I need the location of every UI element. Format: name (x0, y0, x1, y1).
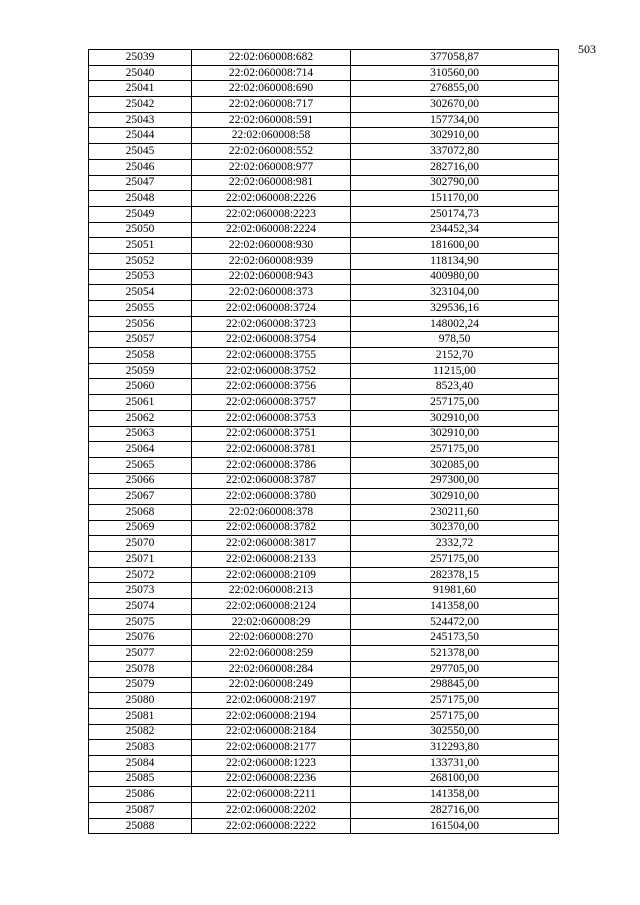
row-number-cell: 25043 (89, 112, 192, 128)
value-cell: 257175,00 (351, 442, 559, 458)
value-cell: 978,50 (351, 332, 559, 348)
row-number-cell: 25088 (89, 818, 192, 834)
table-row (89, 599, 559, 615)
cadastral-number-cell: 22:02:060008:930 (192, 238, 351, 254)
row-number-cell: 25050 (89, 222, 192, 238)
cadastral-number-cell: 22:02:060008:981 (192, 175, 351, 191)
table-row (89, 348, 559, 364)
row-number-cell: 25041 (89, 81, 192, 97)
value-cell: 310560,00 (351, 65, 559, 81)
row-number-cell: 25076 (89, 630, 192, 646)
value-cell: 141358,00 (351, 599, 559, 615)
table-row (89, 97, 559, 113)
value-cell: 118134,90 (351, 253, 559, 269)
value-cell: 2332,72 (351, 536, 559, 552)
value-cell: 245173,50 (351, 630, 559, 646)
value-cell: 234452,34 (351, 222, 559, 238)
table-row (89, 238, 559, 254)
cadastral-number-cell: 22:02:060008:2194 (192, 708, 351, 724)
cadastral-number-cell: 22:02:060008:591 (192, 112, 351, 128)
cadastral-number-cell: 22:02:060008:3754 (192, 332, 351, 348)
value-cell: 141358,00 (351, 787, 559, 803)
value-cell: 268100,00 (351, 771, 559, 787)
cadastral-number-cell: 22:02:060008:2211 (192, 787, 351, 803)
value-cell: 302550,00 (351, 724, 559, 740)
table-row (89, 708, 559, 724)
table-row (89, 191, 559, 207)
row-number-cell: 25053 (89, 269, 192, 285)
value-cell: 133731,00 (351, 755, 559, 771)
table-row (89, 489, 559, 505)
table-row (89, 159, 559, 175)
value-cell: 282716,00 (351, 803, 559, 819)
cadastral-number-cell: 22:02:060008:249 (192, 677, 351, 693)
table-row (89, 630, 559, 646)
table-row (89, 614, 559, 630)
table-row (89, 50, 559, 66)
table-row (89, 81, 559, 97)
value-cell: 524472,00 (351, 614, 559, 630)
cadastral-number-cell: 22:02:060008:3753 (192, 410, 351, 426)
table-row (89, 442, 559, 458)
cadastral-number-cell: 22:02:060008:270 (192, 630, 351, 646)
registry-table-body (89, 50, 559, 834)
cadastral-number-cell: 22:02:060008:3781 (192, 442, 351, 458)
value-cell: 400980,00 (351, 269, 559, 285)
row-number-cell: 25066 (89, 473, 192, 489)
row-number-cell: 25065 (89, 457, 192, 473)
value-cell: 298845,00 (351, 677, 559, 693)
table-row (89, 363, 559, 379)
table-row (89, 175, 559, 191)
value-cell: 151170,00 (351, 191, 559, 207)
cadastral-number-cell: 22:02:060008:378 (192, 504, 351, 520)
value-cell: 302085,00 (351, 457, 559, 473)
table-row (89, 128, 559, 144)
cadastral-number-cell: 22:02:060008:2224 (192, 222, 351, 238)
row-number-cell: 25087 (89, 803, 192, 819)
table-row (89, 646, 559, 662)
value-cell: 302910,00 (351, 489, 559, 505)
cadastral-number-cell: 22:02:060008:939 (192, 253, 351, 269)
cadastral-number-cell: 22:02:060008:3756 (192, 379, 351, 395)
value-cell: 282378,15 (351, 567, 559, 583)
cadastral-number-cell: 22:02:060008:977 (192, 159, 351, 175)
value-cell: 257175,00 (351, 395, 559, 411)
value-cell: 181600,00 (351, 238, 559, 254)
table-row (89, 677, 559, 693)
value-cell: 521378,00 (351, 646, 559, 662)
table-row (89, 567, 559, 583)
table-row (89, 803, 559, 819)
cadastral-number-cell: 22:02:060008:3780 (192, 489, 351, 505)
value-cell: 312293,80 (351, 740, 559, 756)
row-number-cell: 25078 (89, 661, 192, 677)
value-cell: 148002,24 (351, 316, 559, 332)
cadastral-number-cell: 22:02:060008:3723 (192, 316, 351, 332)
table-row (89, 144, 559, 160)
row-number-cell: 25074 (89, 599, 192, 615)
value-cell: 257175,00 (351, 708, 559, 724)
row-number-cell: 25085 (89, 771, 192, 787)
cadastral-number-cell: 22:02:060008:3817 (192, 536, 351, 552)
value-cell: 282716,00 (351, 159, 559, 175)
value-cell: 337072,80 (351, 144, 559, 160)
value-cell: 302790,00 (351, 175, 559, 191)
cadastral-number-cell: 22:02:060008:1223 (192, 755, 351, 771)
row-number-cell: 25061 (89, 395, 192, 411)
table-row (89, 818, 559, 834)
value-cell: 297300,00 (351, 473, 559, 489)
table-row (89, 771, 559, 787)
row-number-cell: 25073 (89, 583, 192, 599)
value-cell: 302910,00 (351, 410, 559, 426)
cadastral-number-cell: 22:02:060008:690 (192, 81, 351, 97)
row-number-cell: 25083 (89, 740, 192, 756)
cadastral-number-cell: 22:02:060008:373 (192, 285, 351, 301)
table-row (89, 661, 559, 677)
row-number-cell: 25075 (89, 614, 192, 630)
value-cell: 250174,73 (351, 206, 559, 222)
cadastral-number-cell: 22:02:060008:2226 (192, 191, 351, 207)
row-number-cell: 25042 (89, 97, 192, 113)
table-row (89, 285, 559, 301)
value-cell: 276855,00 (351, 81, 559, 97)
row-number-cell: 25046 (89, 159, 192, 175)
table-row (89, 222, 559, 238)
table-row (89, 301, 559, 317)
row-number-cell: 25054 (89, 285, 192, 301)
table-row (89, 504, 559, 520)
cadastral-number-cell: 22:02:060008:2197 (192, 693, 351, 709)
row-number-cell: 25049 (89, 206, 192, 222)
value-cell: 11215,00 (351, 363, 559, 379)
table-row (89, 724, 559, 740)
row-number-cell: 25047 (89, 175, 192, 191)
cadastral-number-cell: 22:02:060008:3752 (192, 363, 351, 379)
row-number-cell: 25048 (89, 191, 192, 207)
row-number-cell: 25044 (89, 128, 192, 144)
cadastral-number-cell: 22:02:060008:714 (192, 65, 351, 81)
value-cell: 91981,60 (351, 583, 559, 599)
row-number-cell: 25077 (89, 646, 192, 662)
table-row (89, 269, 559, 285)
table-row (89, 65, 559, 81)
row-number-cell: 25040 (89, 65, 192, 81)
cadastral-number-cell: 22:02:060008:2223 (192, 206, 351, 222)
cadastral-number-cell: 22:02:060008:2184 (192, 724, 351, 740)
table-row (89, 693, 559, 709)
row-number-cell: 25069 (89, 520, 192, 536)
row-number-cell: 25045 (89, 144, 192, 160)
cadastral-number-cell: 22:02:060008:29 (192, 614, 351, 630)
page-number: 503 (578, 42, 596, 56)
table-row (89, 457, 559, 473)
registry-table (88, 49, 559, 834)
table-row (89, 787, 559, 803)
row-number-cell: 25051 (89, 238, 192, 254)
table-row (89, 253, 559, 269)
row-number-cell: 25058 (89, 348, 192, 364)
value-cell: 157734,00 (351, 112, 559, 128)
table-row (89, 316, 559, 332)
cadastral-number-cell: 22:02:060008:2124 (192, 599, 351, 615)
row-number-cell: 25068 (89, 504, 192, 520)
table-row (89, 552, 559, 568)
table-row (89, 112, 559, 128)
cadastral-number-cell: 22:02:060008:3724 (192, 301, 351, 317)
value-cell: 257175,00 (351, 693, 559, 709)
cadastral-number-cell: 22:02:060008:284 (192, 661, 351, 677)
row-number-cell: 25080 (89, 693, 192, 709)
table-row (89, 410, 559, 426)
cadastral-number-cell: 22:02:060008:213 (192, 583, 351, 599)
cadastral-number-cell: 22:02:060008:2177 (192, 740, 351, 756)
row-number-cell: 25064 (89, 442, 192, 458)
cadastral-number-cell: 22:02:060008:3786 (192, 457, 351, 473)
cadastral-number-cell: 22:02:060008:2133 (192, 552, 351, 568)
row-number-cell: 25071 (89, 552, 192, 568)
cadastral-number-cell: 22:02:060008:3751 (192, 426, 351, 442)
cadastral-number-cell: 22:02:060008:943 (192, 269, 351, 285)
cadastral-number-cell: 22:02:060008:58 (192, 128, 351, 144)
row-number-cell: 25067 (89, 489, 192, 505)
cadastral-number-cell: 22:02:060008:2202 (192, 803, 351, 819)
value-cell: 161504,00 (351, 818, 559, 834)
cadastral-number-cell: 22:02:060008:2109 (192, 567, 351, 583)
row-number-cell: 25056 (89, 316, 192, 332)
value-cell: 377058,87 (351, 50, 559, 66)
value-cell: 230211,60 (351, 504, 559, 520)
row-number-cell: 25055 (89, 301, 192, 317)
row-number-cell: 25059 (89, 363, 192, 379)
table-row (89, 426, 559, 442)
cadastral-number-cell: 22:02:060008:3787 (192, 473, 351, 489)
value-cell: 302910,00 (351, 128, 559, 144)
value-cell: 302370,00 (351, 520, 559, 536)
row-number-cell: 25070 (89, 536, 192, 552)
row-number-cell: 25063 (89, 426, 192, 442)
cadastral-number-cell: 22:02:060008:2236 (192, 771, 351, 787)
value-cell: 329536,16 (351, 301, 559, 317)
table-row (89, 395, 559, 411)
cadastral-number-cell: 22:02:060008:259 (192, 646, 351, 662)
table-row (89, 755, 559, 771)
cadastral-number-cell: 22:02:060008:3782 (192, 520, 351, 536)
cadastral-number-cell: 22:02:060008:682 (192, 50, 351, 66)
cadastral-number-cell: 22:02:060008:552 (192, 144, 351, 160)
table-row (89, 379, 559, 395)
table-row (89, 740, 559, 756)
table-row (89, 332, 559, 348)
cadastral-number-cell: 22:02:060008:717 (192, 97, 351, 113)
value-cell: 302910,00 (351, 426, 559, 442)
value-cell: 323104,00 (351, 285, 559, 301)
row-number-cell: 25057 (89, 332, 192, 348)
row-number-cell: 25082 (89, 724, 192, 740)
row-number-cell: 25081 (89, 708, 192, 724)
row-number-cell: 25062 (89, 410, 192, 426)
row-number-cell: 25086 (89, 787, 192, 803)
value-cell: 2152,70 (351, 348, 559, 364)
table-row (89, 536, 559, 552)
value-cell: 8523,40 (351, 379, 559, 395)
row-number-cell: 25060 (89, 379, 192, 395)
row-number-cell: 25072 (89, 567, 192, 583)
table-row (89, 583, 559, 599)
table-row (89, 520, 559, 536)
row-number-cell: 25079 (89, 677, 192, 693)
value-cell: 257175,00 (351, 552, 559, 568)
table-row (89, 206, 559, 222)
cadastral-number-cell: 22:02:060008:2222 (192, 818, 351, 834)
row-number-cell: 25039 (89, 50, 192, 66)
cadastral-number-cell: 22:02:060008:3755 (192, 348, 351, 364)
row-number-cell: 25084 (89, 755, 192, 771)
row-number-cell: 25052 (89, 253, 192, 269)
cadastral-number-cell: 22:02:060008:3757 (192, 395, 351, 411)
value-cell: 302670,00 (351, 97, 559, 113)
value-cell: 297705,00 (351, 661, 559, 677)
table-row (89, 473, 559, 489)
